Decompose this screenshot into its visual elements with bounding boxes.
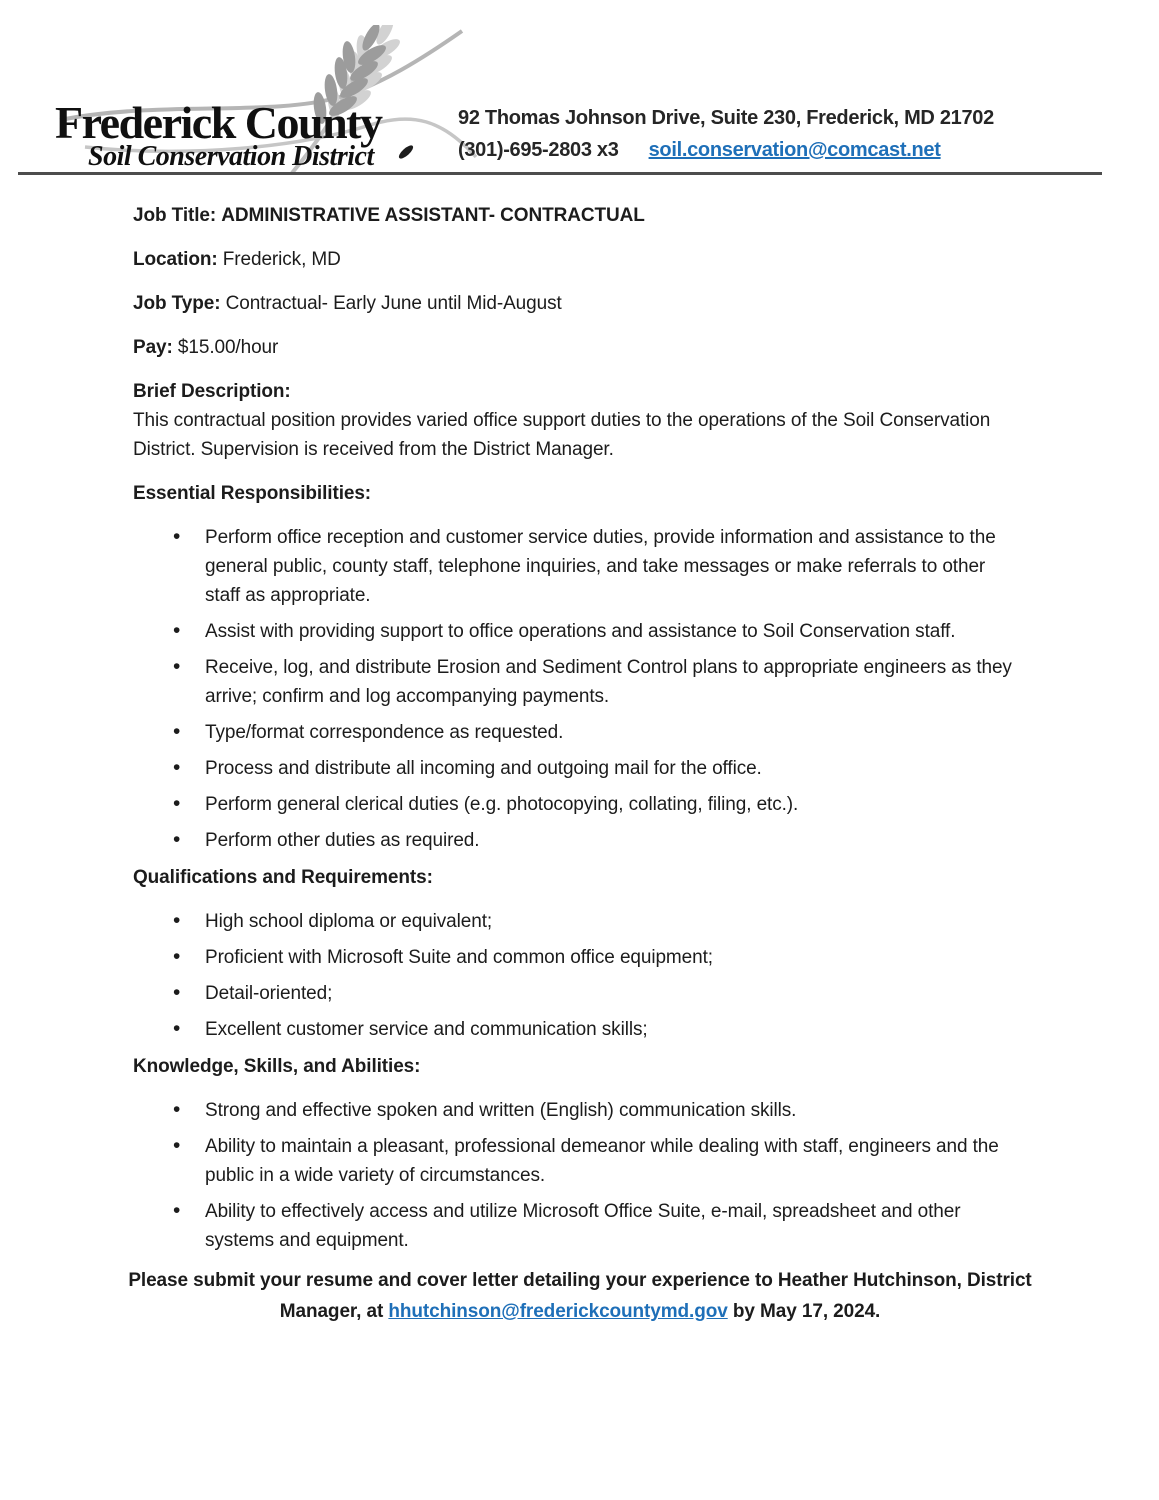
list-item: • High school diploma or equivalent; [133,907,1025,936]
list-item: • Assist with providing support to office operations and assistance to Soil Conservation staff. [133,617,1025,646]
footer-note [110,1265,1050,1327]
list-item: • Detail-oriented; [133,979,1025,1008]
location-line [133,245,1025,274]
pay-value: $15.00/hour [177,337,279,358]
list-item: • Receive, log, and distribute Erosion and Sediment Control plans to appropriate engineers as they arrive; confirm and log accompanying payments. [133,653,1025,711]
responsibilities-heading: Essential Responsibilities: [133,483,372,504]
location-value: Frederick, MD [222,249,341,270]
list-item: • Strong and effective spoken and written (English) communication skills. [133,1096,1025,1125]
list-item: • Proficient with Microsoft Suite and common office equipment; [133,943,1025,972]
list-item: • Perform other duties as required. [133,826,1025,855]
job-title-value: ADMINISTRATIVE ASSISTANT- CONTRACTUAL [221,205,645,226]
logo-subtitle: Soil Conservation District [88,141,374,172]
brief-description-text: This contractual position provides varied office support duties to the operations of the Soil Conservation District. Supervision is received from the District Manager. [133,410,991,460]
qualifications-heading: Qualifications and Requirements: [133,867,433,888]
job-posting-body [133,201,1025,1263]
pay-label: Pay: [133,337,173,358]
brief-description-heading: Brief Description: [133,381,291,402]
job-type-label: Job Type: [133,293,221,314]
contact-block [458,102,994,166]
contact-email-link[interactable]: soil.conservation@comcast.net [648,139,941,161]
location-label: Location: [133,249,218,270]
pay-line [133,333,1025,362]
contact-phone: (301)-695-2803 x3 [458,139,619,161]
responsibilities-list [133,523,1025,855]
list-item: • Excellent customer service and communication skills; [133,1015,1025,1044]
leaf-flourish-icon [397,143,415,160]
list-item: • Perform office reception and customer service duties, provide information and assistance to the general public, county staff, telephone inquiries, and take messages or make referrals to other staff as appropriate. [133,523,1025,610]
header-rule [18,172,1102,175]
list-item: • Ability to maintain a pleasant, professional demeanor while dealing with staff, engineers and the public in a wide variety of circumstances. [133,1132,1025,1190]
job-title-line [133,201,1025,230]
footer-text-after: by May 17, 2024. [727,1301,881,1322]
list-item: • Process and distribute all incoming and outgoing mail for the office. [133,754,1025,783]
list-item: • Ability to effectively access and utilize Microsoft Office Suite, e-mail, spreadsheet and other systems and equipment. [133,1197,1025,1255]
job-type-value: Contractual- Early June until Mid-August [225,293,562,314]
footer-text-before: Please submit your resume and cover letter detailing your experience to Heather Hutchinson, District Manager, at [128,1270,1032,1322]
contact-address: 92 Thomas Johnson Drive, Suite 230, Frederick, MD 21702 [458,107,994,129]
skills-heading: Knowledge, Skills, and Abilities: [133,1056,421,1077]
list-item: • Perform general clerical duties (e.g. photocopying, collating, filing, etc.). [133,790,1025,819]
list-item: • Type/format correspondence as requested. [133,718,1025,747]
skills-list [133,1096,1025,1255]
footer-email-link[interactable]: hhutchinson@frederickcountymd.gov [388,1301,728,1322]
job-title-label: Job Title: [133,205,217,226]
job-type-line [133,289,1025,318]
qualifications-list [133,907,1025,1044]
logo-name: Frederick County [55,97,382,148]
